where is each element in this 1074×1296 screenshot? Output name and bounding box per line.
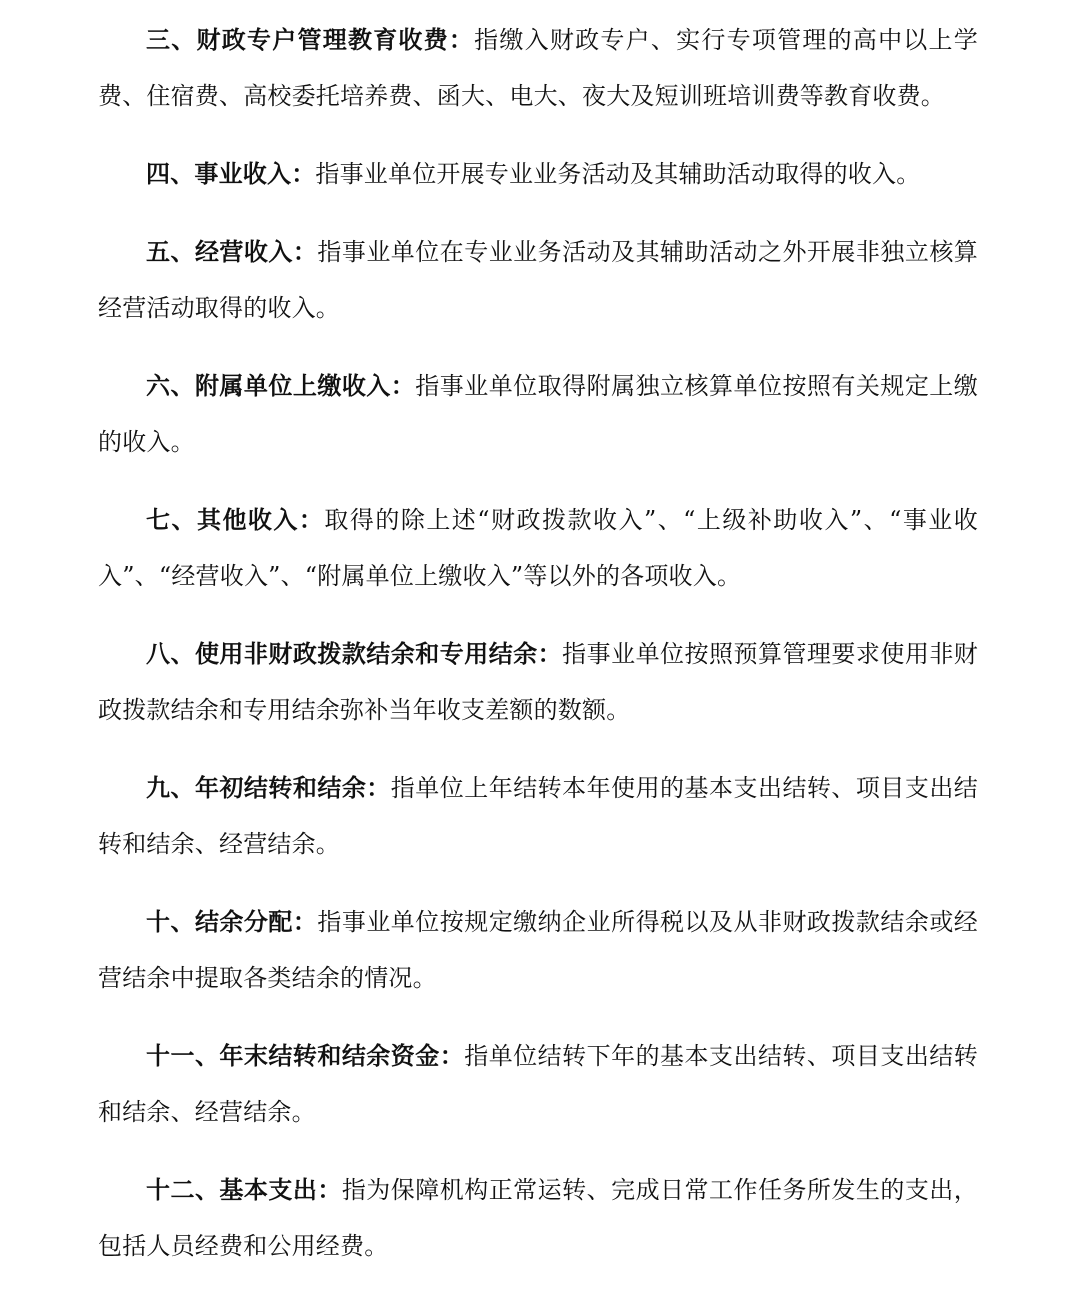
term-heading: 十二、基本支出： (146, 1175, 342, 1204)
term-heading: 五、经营收入： (146, 237, 318, 266)
paragraph-use-of-balances (98, 626, 978, 738)
term-definition: 指缴入财政专户、实行专项管理的高中以上学费、住宿费、高校委托培养费、函大、电大、夜大及短训班培训费等教育收费。 (98, 26, 978, 110)
paragraph-financial-account-fees (98, 12, 978, 124)
term-definition: 指事业单位开展专业业务活动及其辅助活动取得的收入。 (315, 160, 921, 188)
term-definition: 指事业单位取得附属独立核算单位按照有关规定上缴的收入。 (98, 372, 978, 456)
term-definition: 指为保障机构正常运转、完成日常工作任务所发生的支出，包括人员经费和公用经费。 (98, 1176, 978, 1260)
paragraph-opening-carryover (98, 760, 978, 872)
term-definition: 指单位上年结转本年使用的基本支出结转、项目支出结转和结余、经营结余。 (98, 774, 978, 858)
term-definition: 指事业单位在专业业务活动及其辅助活动之外开展非独立核算经营活动取得的收入。 (98, 238, 978, 322)
paragraph-balance-distribution (98, 894, 978, 1006)
term-heading: 十、结余分配： (146, 907, 318, 936)
term-heading: 三、财政专户管理教育收费： (146, 25, 475, 54)
paragraph-business-income (98, 146, 978, 202)
paragraph-affiliated-unit-income (98, 358, 978, 470)
term-definition: 指事业单位按规定缴纳企业所得税以及从非财政拨款结余或经营结余中提取各类结余的情况。 (98, 908, 978, 992)
term-heading: 九、年初结转和结余： (146, 773, 391, 802)
term-definition: 指单位结转下年的基本支出结转、项目支出结转和结余、经营结余。 (98, 1042, 978, 1126)
term-definition: 指事业单位按照预算管理要求使用非财政拨款结余和专用结余弥补当年收支差额的数额。 (98, 640, 978, 724)
paragraph-other-income (98, 492, 978, 604)
term-heading: 四、事业收入： (146, 159, 316, 188)
paragraph-operating-income (98, 224, 978, 336)
term-definition: 取得的除上述“财政拨款收入”、“上级补助收入”、“事业收入”、“经营收入”、“附属单位上缴收入”等以外的各项收入。 (98, 506, 978, 590)
document-page (98, 12, 978, 1296)
term-heading: 七、其他收入： (146, 505, 325, 534)
term-heading: 十一、年末结转和结余资金： (146, 1041, 465, 1070)
term-heading: 六、附属单位上缴收入： (146, 371, 416, 400)
paragraph-basic-expenditure (98, 1162, 978, 1274)
paragraph-closing-carryover (98, 1028, 978, 1140)
term-heading: 八、使用非财政拨款结余和专用结余： (146, 639, 563, 668)
